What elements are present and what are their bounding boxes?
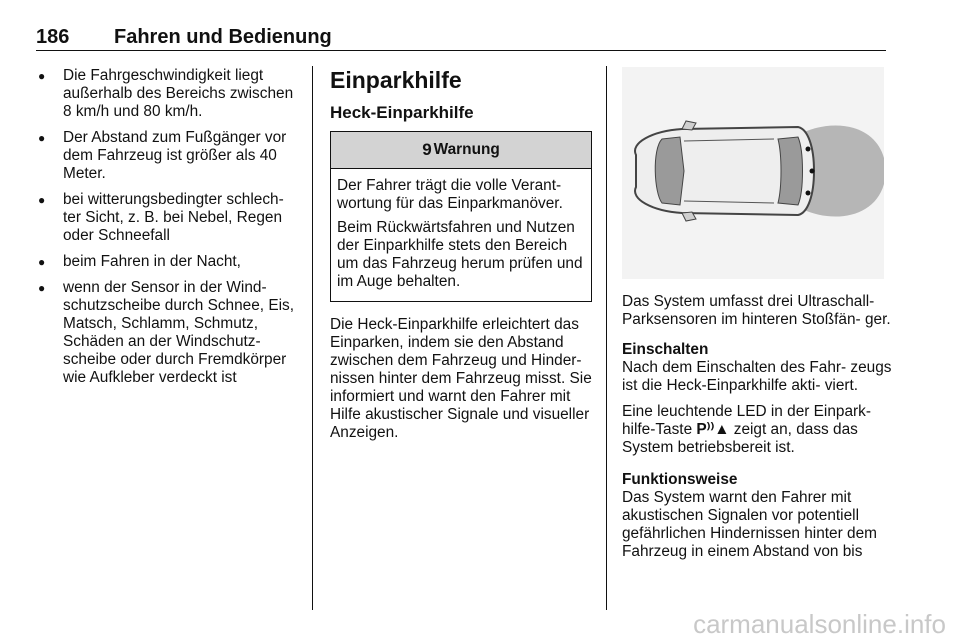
funktion-text: Das System warnt den Fahrer mit akustischen Signalen vor potentiell gefährlichen Hindernissen hinter dem Fahrzeug in einem Abstand von bis <box>622 489 877 560</box>
bullet-list <box>36 67 300 387</box>
list-item: ● Die Fahrgeschwindigkeit liegt außerhalb des Bereichs zwischen 8 km/h und 80 km/h. <box>36 67 300 121</box>
park-assist-key-icon: P⁾⁾▲ <box>696 421 730 438</box>
column-divider <box>312 66 313 610</box>
body-paragraph: Die Heck-Einparkhilfe erleichtert das Einparken, indem sie den Abstand zwischen dem Fahrzeug und Hinder‐ nissen hinter dem Fahrzeug misst. Sie informiert und warnt den Fahrer mit Hilfe akustischer Signale und visueller Anzeigen. <box>330 316 592 441</box>
figure-caption: Das System umfasst drei Ultraschall‐ Parksensoren im hinteren Stoßfän‐ ger. <box>622 293 891 328</box>
list-item: ● wenn der Sensor in der Wind‐ schutzscheibe durch Schnee, Eis, Matsch, Schlamm, Schmutz, Schäden an der Windschutz‐ scheibe oder durch Fremdkörper wie Aufkleber verdeckt ist <box>36 279 300 387</box>
column-2 <box>330 67 592 450</box>
column-1 <box>36 67 300 395</box>
section-title: Einparkhilfe <box>330 67 462 93</box>
warning-paragraph: Beim Rückwärtsfahren und Nutzen der Einparkhilfe stets den Bereich um das Fahrzeug herum prüfen und im Auge behalten. <box>337 219 583 290</box>
page-number: 186 <box>36 26 70 48</box>
car-diagram-svg <box>622 67 884 279</box>
list-item: ● beim Fahren in der Nacht, <box>36 253 300 271</box>
warning-title: Warnung <box>433 141 500 158</box>
led-paragraph <box>622 403 892 457</box>
list-item: ● bei witterungsbedingter schlech‐ ter Sicht, z. B. bei Nebel, Regen oder Schneefall <box>36 191 300 245</box>
led-text-after: zeigt an, dass das System betriebsbereit ist. <box>622 421 858 456</box>
page-header <box>36 26 886 52</box>
chapter-title: Fahren und Bedienung <box>114 26 332 48</box>
warning-paragraph: Der Fahrer trägt die volle Verant‐ wortung für das Einparkmanöver. <box>337 177 563 212</box>
column-3 <box>622 67 892 569</box>
list-item: ● Der Abstand zum Fußgänger vor dem Fahrzeug ist größer als 40 Meter. <box>36 129 300 183</box>
funktion-heading: Funktionsweise <box>622 471 738 488</box>
header-rule <box>36 50 886 51</box>
led-text-before: Eine leuchtende LED in der Einpark‐ hilfe-Taste <box>622 403 871 438</box>
einschalten-text: Nach dem Einschalten des Fahr‐ zeugs ist die Heck-Einparkhilfe akti‐ viert. <box>622 359 892 394</box>
car-rear-sensor-illustration <box>622 67 884 279</box>
column-divider <box>606 66 607 610</box>
watermark: carmanualsonline.info <box>693 609 946 639</box>
subsection-title: Heck-Einparkhilfe <box>330 103 474 122</box>
warning-header <box>331 132 591 169</box>
warning-body <box>331 169 591 301</box>
warning-box <box>330 131 592 302</box>
einschalten-heading: Einschalten <box>622 341 709 358</box>
warning-icon: 9 <box>422 140 432 159</box>
